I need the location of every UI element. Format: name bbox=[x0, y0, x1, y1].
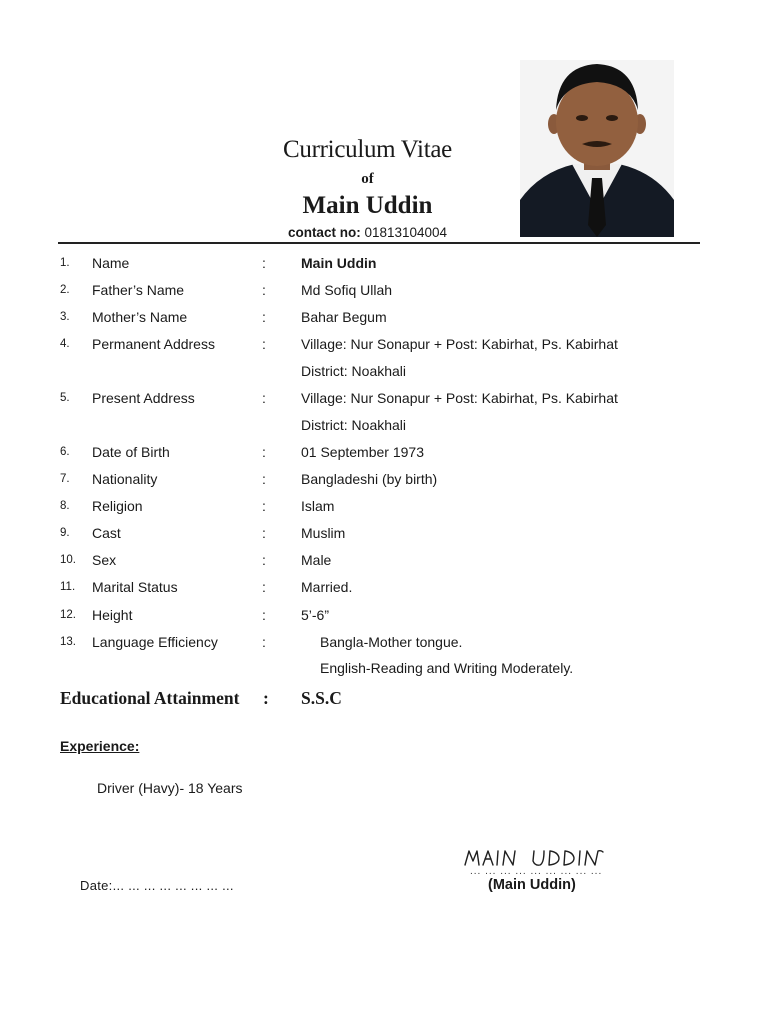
row-number: 1. bbox=[60, 257, 70, 269]
row-colon: : bbox=[262, 309, 266, 325]
profile-photo bbox=[520, 60, 674, 237]
education-value: S.S.C bbox=[301, 688, 342, 708]
cv-name-heading: Main Uddin bbox=[302, 192, 433, 219]
row-colon: : bbox=[262, 390, 266, 406]
row-colon: : bbox=[262, 525, 266, 541]
signatory-name: (Main Uddin) bbox=[488, 877, 576, 893]
row-label: Father’s Name bbox=[92, 282, 185, 298]
row-number: 2. bbox=[60, 284, 70, 296]
row-label: Sex bbox=[92, 552, 117, 568]
row-number: 7. bbox=[60, 473, 70, 485]
person-portrait-icon bbox=[520, 60, 674, 237]
contact-number: 01813104004 bbox=[364, 225, 448, 240]
row-value: Islam bbox=[301, 498, 335, 514]
row-colon: : bbox=[262, 336, 266, 352]
row-value: Village: Nur Sonapur + Post: Kabirhat, Ps. Kabirhat bbox=[301, 390, 618, 406]
row-number: 4. bbox=[60, 338, 70, 350]
education-label: Educational Attainment bbox=[60, 688, 240, 708]
row-value: Bangladeshi (by birth) bbox=[301, 471, 438, 487]
row-label: Height bbox=[92, 607, 133, 623]
row-number: 11. bbox=[60, 581, 76, 593]
row-value: Village: Nur Sonapur + Post: Kabirhat, Ps. Kabirhat bbox=[301, 336, 618, 352]
row-label: Name bbox=[92, 255, 130, 271]
row-label: Cast bbox=[92, 525, 121, 541]
row-colon: : bbox=[262, 444, 266, 460]
row-colon: : bbox=[262, 552, 266, 568]
row-value: Md Sofiq Ullah bbox=[301, 282, 393, 298]
row-colon: : bbox=[262, 282, 266, 298]
row-value-continued: District: Noakhali bbox=[301, 363, 407, 379]
row-value: Main Uddin bbox=[301, 255, 377, 271]
row-value: 01 September 1973 bbox=[301, 444, 424, 460]
cv-title: Curriculum Vitae bbox=[283, 136, 452, 163]
cv-of-text: of bbox=[361, 171, 374, 187]
row-colon: : bbox=[262, 607, 266, 623]
row-colon: : bbox=[262, 634, 266, 650]
row-label: Mother’s Name bbox=[92, 309, 188, 325]
row-value-continued: English-Reading and Writing Moderately. bbox=[320, 660, 574, 676]
row-value-continued: District: Noakhali bbox=[301, 417, 407, 433]
experience-item: Driver (Havy)- 18 Years bbox=[97, 780, 243, 796]
row-number: 5. bbox=[60, 392, 70, 404]
row-value: Bangla-Mother tongue. bbox=[320, 634, 463, 650]
row-value: Bahar Begum bbox=[301, 309, 387, 325]
row-number: 12. bbox=[60, 609, 76, 621]
row-number: 9. bbox=[60, 527, 70, 539]
row-label: Nationality bbox=[92, 471, 158, 487]
row-value: Married. bbox=[301, 579, 353, 595]
signature-dotted-line: ... ... ... ... ... ... ... ... ... bbox=[470, 866, 603, 877]
row-number: 10. bbox=[60, 554, 76, 566]
date-field: Date:... ... ... ... ... ... ... ... bbox=[80, 878, 234, 893]
row-colon: : bbox=[262, 498, 266, 514]
row-colon: : bbox=[262, 471, 266, 487]
row-value: 5’-6” bbox=[301, 607, 330, 623]
education-colon: : bbox=[263, 688, 269, 708]
row-label: Permanent Address bbox=[92, 336, 215, 352]
experience-heading: Experience: bbox=[60, 738, 140, 754]
row-value: Muslim bbox=[301, 525, 346, 541]
row-label: Date of Birth bbox=[92, 444, 170, 460]
row-number: 8. bbox=[60, 500, 70, 512]
row-number: 3. bbox=[60, 311, 70, 323]
row-label: Marital Status bbox=[92, 579, 178, 595]
row-value: Male bbox=[301, 552, 332, 568]
row-label: Present Address bbox=[92, 390, 195, 406]
row-label: Language Efficiency bbox=[92, 634, 218, 650]
contact-line bbox=[240, 225, 495, 240]
row-label: Religion bbox=[92, 498, 143, 514]
row-number: 13. bbox=[60, 636, 76, 648]
contact-label: contact no: bbox=[287, 225, 361, 240]
row-colon: : bbox=[262, 579, 266, 595]
row-colon: : bbox=[262, 255, 266, 271]
row-number: 6. bbox=[60, 446, 70, 458]
header-divider bbox=[58, 242, 700, 244]
